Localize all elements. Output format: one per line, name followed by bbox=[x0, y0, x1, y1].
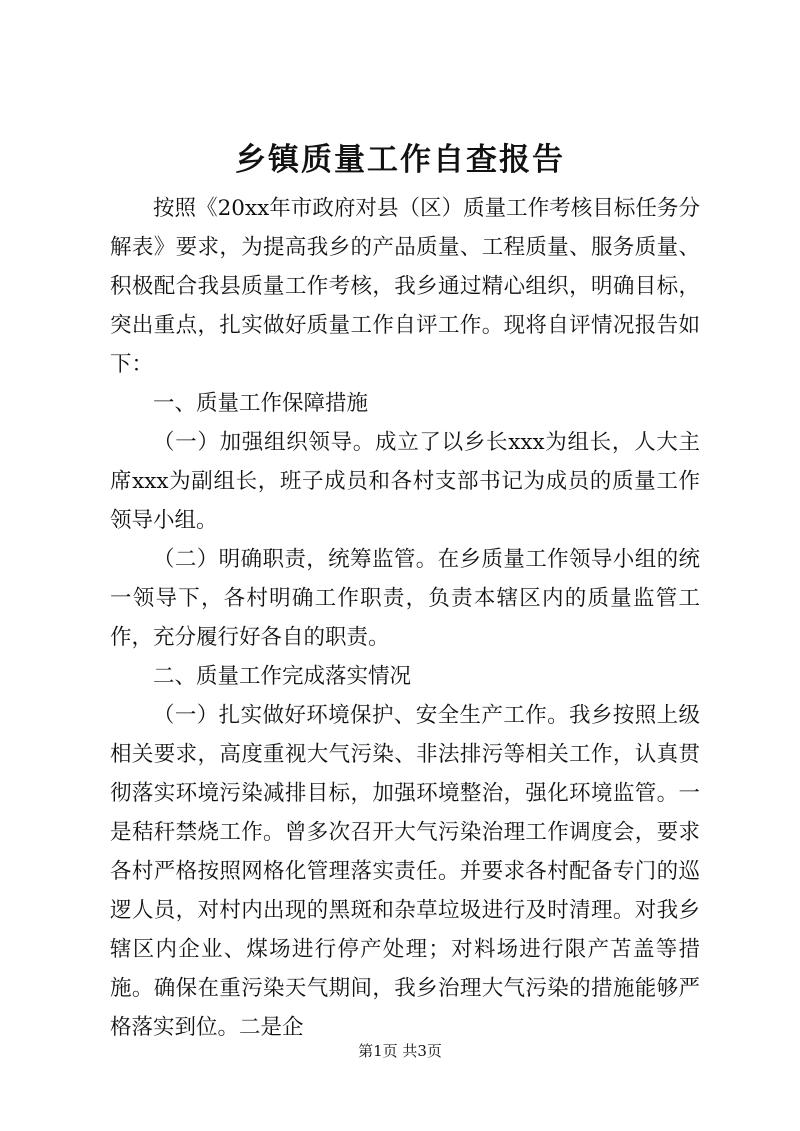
document-body bbox=[110, 189, 700, 1047]
paragraph-organization: （一）加强组织领导。成立了以乡长xxx为组长，人大主席xxx为副组长，班子成员和各村支部书记为成员的质量工作领导小组。 bbox=[110, 430, 700, 533]
intro-paragraph: 按照《20xx年市政府对县（区）质量工作考核目标任务分解表》要求，为提高我乡的产品质量、工程质量、服务质量、积极配合我县质量工作考核，我乡通过精心组织，明确目标，突出重点，扎实做好质量工作自评工作。现将自评情况报告如下： bbox=[110, 196, 700, 377]
paragraph-environment: （一）扎实做好环境保护、安全生产工作。我乡按照上级相关要求，高度重视大气污染、非法排污等相关工作，认真贯彻落实环境污染减排目标，加强环境整治，强化环境监管。一是秸秆禁烧工作。曾多次召开大气污染治理工作调度会，要求各村严格按照网格化管理落实责任。并要求各村配备专门的巡逻人员，对村内出现的黑斑和杂草垃圾进行及时清理。对我乡辖区内企业、煤场进行停产处理；对料场进行限产苫盖等措施。确保在重污染天气期间，我乡治理大气污染的措施能够严格落实到位。二是企 bbox=[110, 703, 700, 1040]
document-title: 乡镇质量工作自查报告 bbox=[235, 142, 565, 178]
paragraph-responsibilities: （二）明确职责，统筹监管。在乡质量工作领导小组的统一领导下，各村明确工作职责，负责本辖区内的质量监管工作，充分履行好各自的职责。 bbox=[110, 547, 700, 650]
section-heading-1: 一、质量工作保障措施 bbox=[153, 391, 369, 416]
section-heading-2: 二、质量工作完成落实情况 bbox=[153, 664, 412, 689]
page-footer: 第1页 共3页 bbox=[358, 1042, 442, 1060]
